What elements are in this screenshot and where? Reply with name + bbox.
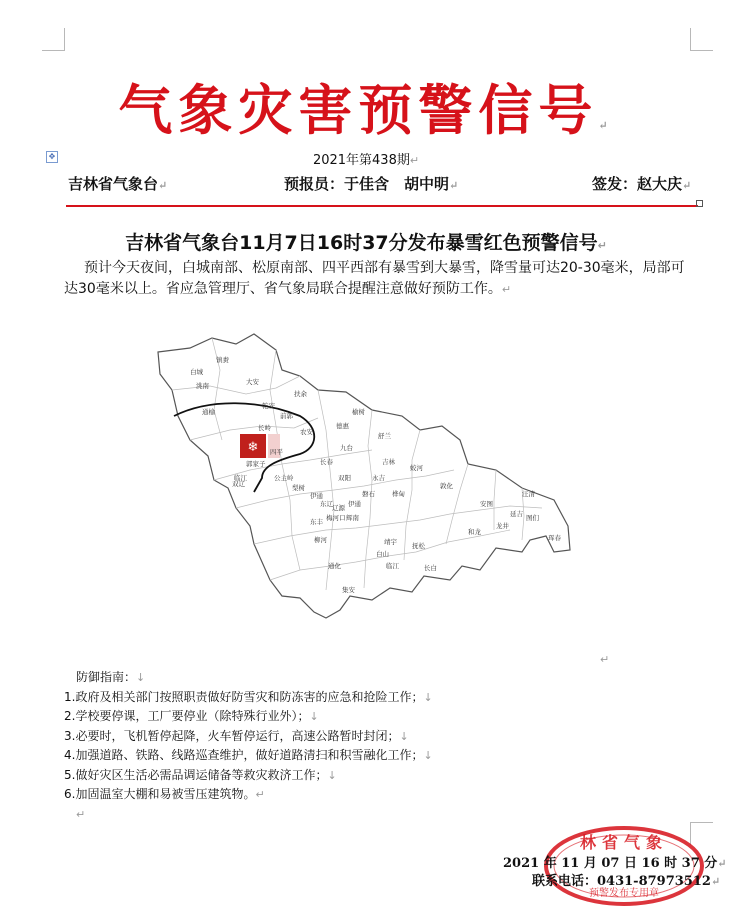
issue-number	[0, 149, 732, 168]
paragraph-mark-glyph: ↵	[600, 653, 610, 666]
guide-title-text: 防御指南：	[76, 670, 137, 684]
map-label: 双阳	[338, 474, 351, 482]
paragraph-mark: ↵	[597, 239, 607, 252]
paragraph-mark: ↵	[449, 179, 459, 192]
paragraph-mark	[600, 648, 609, 667]
guide-title: 防御指南：↓	[76, 670, 146, 684]
map-label: 农安	[300, 428, 313, 436]
paragraph-mark: ↵	[717, 857, 727, 870]
document-title-text: 气象灾害预警信号	[118, 78, 599, 142]
paragraph-mark: ↵	[598, 119, 614, 132]
paragraph-mark: ↵	[158, 179, 168, 192]
map-label: 永吉	[372, 474, 385, 482]
guide-item: 3.必要时，飞机暂停起降，火车暂停运行，高速公路暂时封闭；↓	[64, 728, 409, 743]
map-label: 抚松	[412, 542, 425, 550]
guide-item-text: 6.加固温室大棚和易被雪压建筑物。	[64, 787, 256, 801]
map-label: 长白	[424, 564, 437, 572]
map-label: 公主岭	[274, 474, 294, 482]
map-label: 蛟河	[410, 464, 423, 472]
defense-guide	[64, 668, 433, 824]
map-label: 临江	[234, 474, 247, 482]
guide-item	[64, 785, 433, 805]
map-label: 柳河	[314, 536, 327, 544]
map-label: 辽源	[332, 504, 345, 512]
map-label: 通化	[328, 562, 341, 570]
map-label: 四平	[270, 448, 283, 456]
map-label: 梨树	[292, 484, 305, 492]
map-label: 图们	[526, 514, 539, 522]
map-label: 珲春	[548, 534, 561, 542]
issue-datetime	[503, 852, 727, 871]
contact-phone	[532, 870, 720, 889]
map-label: 安图	[480, 500, 493, 508]
map-label: 舒兰	[378, 432, 391, 440]
issuer-text: 吉林省气象台	[68, 175, 159, 193]
paragraph-mark: ↵	[710, 875, 721, 888]
forecasters	[284, 173, 458, 194]
map-label: 桦甸	[392, 490, 405, 498]
empty-paragraph	[64, 805, 433, 825]
map-label: 长岭	[258, 424, 271, 432]
issue-datetime-text: 2021 年 11 月 07 日 16 时 37 分	[503, 856, 718, 871]
map-label: 集安	[342, 586, 355, 594]
guide-item-text: 3.必要时，飞机暂停起降，火车暂停运行，高速公路暂时封闭；	[64, 728, 400, 743]
map-label: 榆树	[352, 408, 365, 416]
warning-headline-text: 吉林省气象台11月7日16时37分发布暴雪红色预警信号	[125, 232, 598, 254]
jilin-map	[150, 330, 590, 630]
guide-item-text: 2.学校要停课，工厂要停业（除特殊行业外）；	[64, 709, 310, 723]
forecasters-text: 预报员：于佳含 胡中明	[284, 175, 450, 193]
contact-phone-text: 联系电话：0431-87973512	[532, 874, 711, 889]
paragraph-mark: ↵	[682, 179, 692, 192]
crop-mark-top-right	[690, 28, 713, 51]
warning-body	[64, 258, 694, 300]
map-label: 扶余	[294, 390, 307, 398]
map-label: 前郭	[280, 412, 293, 420]
guide-item-text: 4.加强道路、铁路、线路巡查维护，做好道路清扫和积雪融化工作；	[64, 748, 424, 762]
map-label: 和龙	[468, 528, 481, 536]
map-label: 东丰	[310, 518, 323, 526]
province-outline	[158, 334, 570, 618]
signer-text: 签发：赵大庆	[592, 175, 683, 193]
map-label: 镇赉	[216, 356, 229, 364]
map-label: 双辽	[232, 480, 245, 488]
map-label: 白城	[190, 368, 203, 376]
issue-number-text: 2021年第438期	[312, 153, 410, 168]
guide-item: 5.做好灾区生活必需品调运储备等救灾救济工作；↓	[64, 767, 337, 782]
document-title	[0, 68, 732, 145]
guide-item-text: 5.做好灾区生活必需品调运储备等救灾救济工作；	[64, 767, 328, 782]
map-label: 辉南	[346, 514, 359, 522]
map-label: 磐石	[362, 490, 375, 498]
table-move-handle-icon[interactable]: ✥	[46, 151, 58, 163]
seal-top-text: 林省气象	[579, 833, 669, 852]
shape-handle[interactable]	[696, 200, 703, 207]
map-label: 延吉	[510, 510, 523, 518]
map-label: 德惠	[336, 422, 349, 430]
map-label: 长春	[320, 458, 333, 466]
warning-body-text: 预计今天夜间，白城南部、松原南部、四平西部有暴雪到大暴雪，降雪量可达20-30毫米，局部可达30毫米以上。省应急管理厅、省气象局联合提醒注意做好预防工作。	[64, 260, 685, 297]
map-label: 郭家子	[246, 460, 266, 468]
signer	[592, 173, 691, 194]
map-label: 靖宇	[384, 538, 397, 546]
paragraph-mark: ↵	[501, 283, 512, 296]
paragraph-mark: ↵	[409, 154, 420, 167]
guide-item: 2.学校要停课，工厂要停业（除特殊行业外）；↓	[64, 709, 319, 723]
issuer	[68, 173, 167, 194]
paragraph-mark: ↵	[76, 807, 86, 821]
seal-bottom-text: 预警发布专用章	[589, 888, 659, 899]
map-label: 通榆	[202, 408, 215, 416]
map-label: 吉林	[382, 458, 395, 466]
map-label: 汪清	[522, 490, 535, 498]
guide-item: 4.加强道路、铁路、线路巡查维护，做好道路清扫和积雪融化工作；↓	[64, 748, 433, 762]
map-label: 洮南	[196, 382, 209, 390]
warning-headline	[0, 228, 732, 255]
map-label: 伊通	[310, 492, 323, 500]
paragraph-mark: ↵	[255, 788, 265, 801]
map-label: 梅河口	[326, 514, 346, 522]
map-label: 乾安	[262, 402, 275, 410]
crop-mark-top-left	[42, 28, 65, 51]
map-label: 龙井	[496, 522, 509, 530]
map-label: 敦化	[440, 482, 453, 490]
guide-item: 1.政府及相关部门按照职责做好防雪灾和防冻害的应急和抢险工作；↓	[64, 689, 433, 704]
svg-text:❄: ❄	[247, 440, 259, 455]
red-divider	[66, 205, 698, 207]
map-label: 临江	[386, 562, 399, 570]
map-label: 白山	[376, 550, 389, 558]
map-label: 九台	[340, 444, 353, 452]
map-label: 大安	[246, 378, 259, 386]
map-label: 伊通	[348, 500, 361, 508]
map-label: 东辽	[320, 500, 333, 508]
guide-item-text: 1.政府及相关部门按照职责做好防雪灾和防冻害的应急和抢险工作；	[64, 689, 424, 704]
